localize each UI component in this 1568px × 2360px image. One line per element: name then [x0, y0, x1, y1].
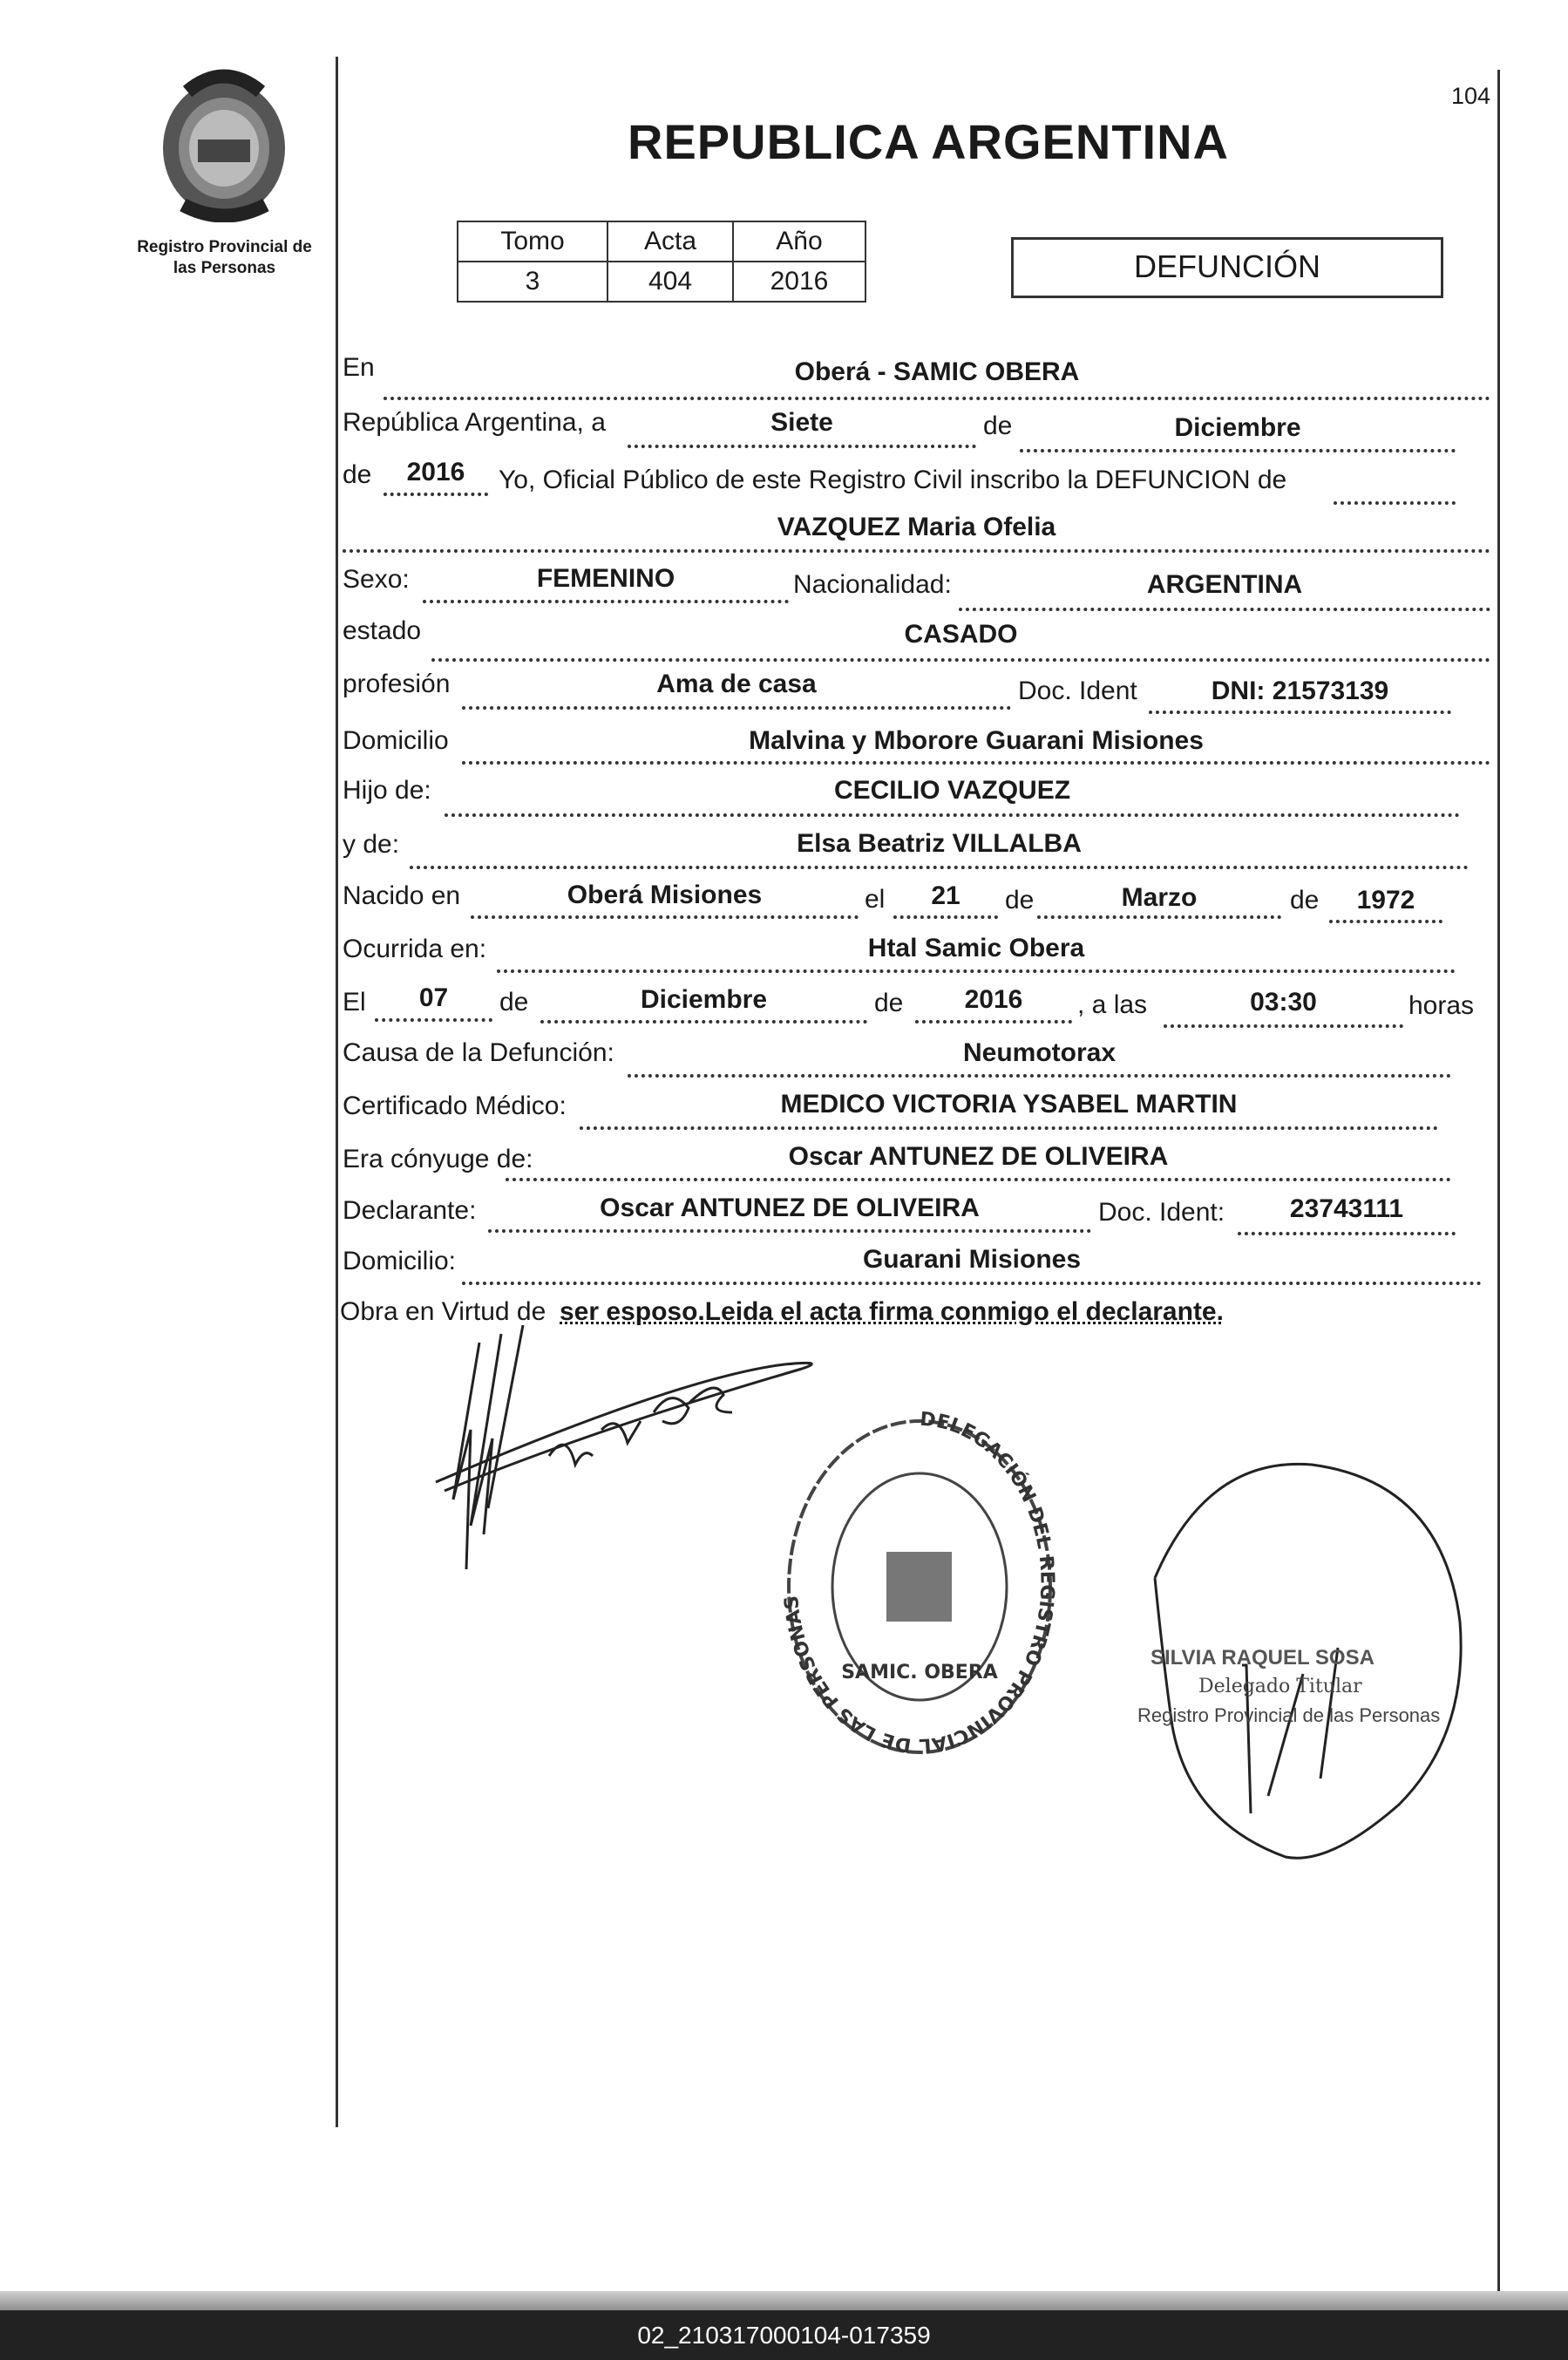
page-number: 104 [1451, 83, 1491, 109]
label-el-upper: El [343, 988, 366, 1017]
dotted-line [343, 549, 1490, 553]
value-day-text: Siete [770, 408, 833, 437]
label-republica: República Argentina, a [343, 408, 606, 437]
label-de: de [983, 411, 1013, 440]
seal-ring-text: DELEGACIÓN DEL REGISTRO PROVINCIAL DE LAS PERSONAS [780, 1408, 1058, 1757]
label-obra-en-virtud: Obra en Virtud de [340, 1297, 546, 1326]
dotted-line [1164, 1024, 1403, 1028]
label-el: el [865, 885, 886, 914]
value-mother: Elsa Beatriz VILLALBA [797, 829, 1082, 858]
value-estado: CASADO [904, 620, 1018, 649]
dotted-line [471, 915, 859, 919]
label-y-de: y de: [343, 830, 400, 859]
value-sexo: FEMENINO [536, 564, 675, 593]
value-death-month: Diciembre [640, 985, 768, 1014]
table-header-anio: Año [733, 221, 865, 262]
dotted-line [488, 1229, 1091, 1233]
table-value-tomo: 3 [458, 262, 608, 302]
value-place: Oberá - SAMIC OBERA [794, 357, 1080, 386]
dotted-line [431, 658, 1490, 662]
declarant-signature [418, 1325, 819, 1587]
record-table [457, 221, 866, 303]
value-dni: DNI: 21573139 [1211, 677, 1389, 705]
label-a-las: , a las [1077, 990, 1148, 1019]
table-value-acta: 404 [608, 262, 733, 302]
label-de: de [874, 989, 904, 1017]
label-nacido-en: Nacido en [343, 881, 461, 910]
scan-edge [0, 2291, 1568, 2310]
value-conyuge: Oscar ANTUNEZ DE OLIVEIRA [788, 1142, 1169, 1171]
registry-caption: Registro Provincial de las Personas [137, 238, 312, 277]
table-value-anio: 2016 [733, 262, 865, 302]
label-doc-ident-declarante: Doc. Ident: [1098, 1198, 1225, 1227]
dotted-line [445, 813, 1460, 817]
value-month: Diciembre [1174, 413, 1301, 442]
label-en: En [343, 353, 375, 382]
value-medico: MEDICO VICTORIA YSABEL MARTIN [780, 1090, 1238, 1119]
label-de: de [343, 460, 372, 489]
dotted-line [384, 397, 1490, 400]
value-nacionalidad: ARGENTINA [1146, 570, 1303, 599]
value-declarante: Oscar ANTUNEZ DE OLIVEIRA [600, 1194, 980, 1222]
value-profesion: Ama de casa [656, 670, 817, 698]
dotted-line [384, 493, 488, 496]
dotted-line [423, 600, 789, 603]
value-deceased-name: VAZQUEZ Maria Ofelia [777, 513, 1056, 541]
value-ocurrida: Htal Samic Obera [867, 934, 1085, 962]
label-profesion: profesión [343, 670, 451, 698]
label-de: de [499, 988, 529, 1017]
value-death-day: 07 [418, 983, 449, 1012]
label-de: de [1290, 886, 1320, 915]
dotted-line [1020, 449, 1456, 452]
value-father: CECILIO VAZQUEZ [833, 776, 1071, 805]
dotted-line [628, 445, 976, 448]
value-declarante-domicilio: Guarani Misiones [862, 1245, 1082, 1274]
label-domicilio: Domicilio [343, 726, 449, 755]
value-birth-place: Oberá Misiones [567, 881, 763, 909]
label-oficial-statement: Yo, Oficial Público de este Registro Civil inscribo la DEFUNCION de [499, 466, 1287, 494]
seal-place-text: SAMIC. OBERA [841, 1662, 998, 1683]
label-certificado: Certificado Médico: [343, 1092, 567, 1120]
value-declarante-doc: 23743111 [1289, 1194, 1404, 1223]
table-header-tomo: Tomo [458, 221, 608, 262]
province-logo-icon [153, 65, 296, 222]
value-birth-year: 1972 [1356, 886, 1415, 915]
value-birth-month: Marzo [1121, 883, 1198, 912]
label-sexo: Sexo: [343, 565, 410, 594]
label-de: de [1005, 886, 1035, 915]
label-causa: Causa de la Defunción: [343, 1038, 614, 1067]
record-type-box: DEFUNCIÓN [1011, 237, 1443, 298]
officer-name: SILVIA RAQUEL SOSA [1151, 1646, 1375, 1670]
page-title: REPUBLICA ARGENTINA [628, 114, 1229, 169]
left-margin-line [336, 57, 338, 2127]
dotted-line [506, 1178, 1451, 1181]
label-estado: estado [343, 616, 422, 645]
value-virtud: ser esposo.Leida el acta firma conmigo el declarante. [560, 1297, 1224, 1326]
officer-registry: Registro Provincial de las Personas [1137, 1704, 1441, 1726]
label-hijo-de: Hijo de: [343, 776, 431, 805]
label-conyuge: Era cónyuge de: [343, 1145, 533, 1173]
label-doc-ident: Doc. Ident [1018, 677, 1137, 705]
dotted-line [628, 1074, 1451, 1078]
value-domicilio: Malvina y Mborore Guarani Misiones [749, 726, 1204, 755]
registry-seal [780, 1408, 1059, 1765]
label-declarante: Declarante: [343, 1196, 477, 1225]
dotted-line [893, 915, 998, 919]
dotted-line [462, 1282, 1482, 1285]
dotted-line [1238, 1232, 1456, 1235]
document-id-bar: 02_210317000104-017359 [0, 2310, 1568, 2360]
dotted-line [1149, 711, 1451, 714]
dotted-line [410, 866, 1469, 869]
value-death-year: 2016 [964, 985, 1023, 1014]
dotted-line [959, 608, 1490, 611]
dotted-line [1037, 915, 1281, 919]
label-nacionalidad: Nacionalidad: [793, 570, 952, 599]
dotted-line [375, 1018, 492, 1022]
dotted-line [1334, 501, 1456, 505]
dotted-line [1329, 920, 1442, 923]
dotted-line [462, 706, 1011, 710]
dotted-line [540, 1020, 867, 1024]
value-death-time: 03:30 [1250, 988, 1317, 1017]
label-horas: horas [1408, 991, 1475, 1020]
value-birth-day: 21 [931, 881, 960, 910]
right-margin-line [1497, 70, 1500, 2293]
label-ocurrida-en: Ocurrida en: [343, 935, 487, 963]
dotted-line [462, 761, 1490, 765]
label-domicilio-declarante: Domicilio: [343, 1247, 457, 1275]
dotted-line [580, 1126, 1438, 1130]
officer-role: Delegado Titular [1198, 1676, 1362, 1697]
table-header-acta: Acta [608, 221, 733, 262]
value-year: 2016 [406, 458, 465, 486]
value-causa: Neumotorax [962, 1038, 1117, 1067]
dotted-line [497, 969, 1456, 973]
dotted-line [915, 1020, 1072, 1024]
